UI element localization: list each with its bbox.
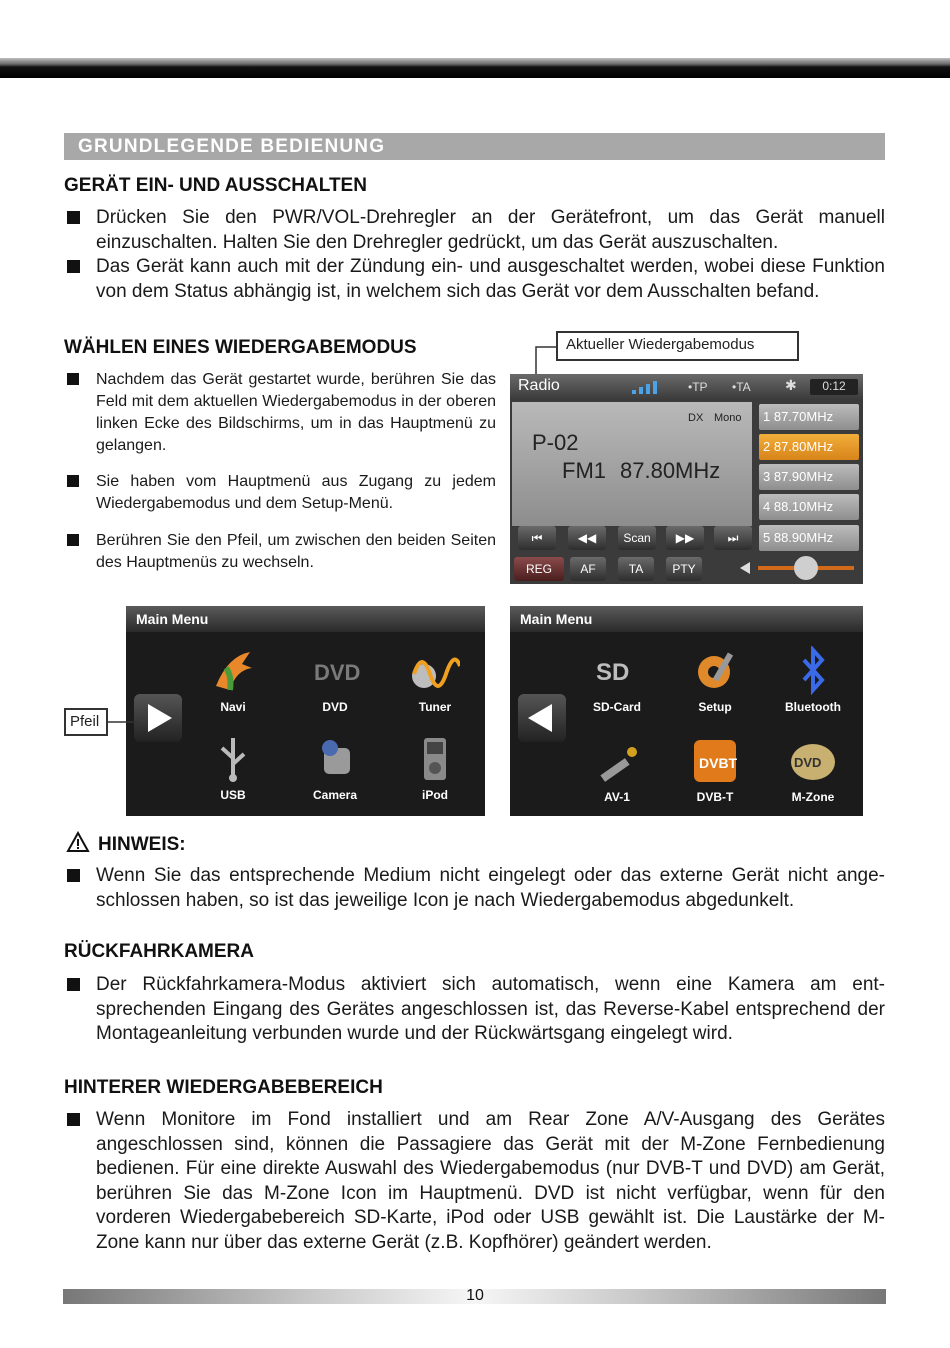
preset-name: P-02 xyxy=(532,430,579,455)
app-tuner[interactable]: Tuner xyxy=(390,642,480,732)
heading-rear-zone: HINTERER WIEDERGABEBEREICH xyxy=(64,1077,383,1098)
av-cable-icon xyxy=(592,736,642,786)
bluetooth-icon: ✱ xyxy=(785,377,797,393)
dvd-icon xyxy=(310,646,360,696)
bullet-mode-1: Nachdem das Gerät gestartet wurde, berühren Sie das Feld mit dem aktuellen Wiedergabemodus in der oberen linken Ecke des Bildschirms, um in das Hauptmenü zu gelangen. xyxy=(64,369,496,457)
section-title-bar xyxy=(64,133,885,160)
volume-slider-icon[interactable] xyxy=(736,554,860,582)
frequency-display: 87.80MHz xyxy=(620,458,721,483)
preset-button[interactable]: 4 88.10MHz xyxy=(759,494,859,520)
callout-current-mode: Aktueller Wiedergabemodus xyxy=(556,331,799,361)
app-setup[interactable]: Setup xyxy=(670,642,760,732)
bullet-square-icon xyxy=(67,869,80,882)
dvbt-icon xyxy=(690,736,740,786)
dx-label: DX xyxy=(688,412,704,424)
clock: 0:12 xyxy=(810,379,858,395)
camera-icon xyxy=(310,734,360,784)
radio-display xyxy=(512,402,752,526)
bullet-square-icon xyxy=(67,534,79,546)
callout-line-arrow xyxy=(108,718,138,728)
menu-header xyxy=(510,606,863,632)
bullet-rear-zone-1: Wenn Monitore im Fond installiert und am Rear Zone A/V-Ausgang des Gerätes angeschlossen sind, können die Passagiere das Gerät mit der M-Zone Fernbedienung bedienen. Für eine direkte Auswahl des Wiedergabemodus (nur DVB-T und DVD) am Gerät, berühren Sie das M-Zone Icon im Hauptmenü. DVD ist nicht verfügbar, wenn für den vorderen Wiedergabebereich SD-Karte, iPod oder USB gewählt ist. Die Laustärke der M-Zone kann nur über das externe Gerät (z.B. Kopfhörer) geändert werden. xyxy=(64,1108,885,1255)
bullet-square-icon xyxy=(67,978,80,991)
app-dvbt[interactable]: DVBT DVB-T xyxy=(670,732,760,816)
bullet-square-icon xyxy=(67,475,79,487)
app-ipod[interactable]: iPod xyxy=(390,730,480,816)
app-av1[interactable]: AV-1 xyxy=(572,732,662,816)
bullet-square-icon xyxy=(67,260,80,273)
section-title: GRUNDLEGENDE BEDIENUNG xyxy=(78,136,386,157)
menu-title: Main Menu xyxy=(520,611,593,627)
preset-button[interactable]: 5 88.90MHz xyxy=(759,525,859,551)
tuner-icon xyxy=(410,646,460,696)
mzone-icon xyxy=(788,736,838,786)
svg-text:DVD: DVD xyxy=(794,755,822,770)
ta-button[interactable]: TA xyxy=(618,557,654,581)
app-dvd[interactable]: DVD DVD xyxy=(290,642,380,732)
main-menu-page2 xyxy=(510,606,863,816)
sd-card-icon xyxy=(592,646,642,696)
prev-page-arrow[interactable] xyxy=(518,694,566,742)
menu-header xyxy=(126,606,485,632)
heading-reverse-camera: RÜCKFAHRKAMERA xyxy=(64,941,254,962)
mode-label[interactable]: Radio xyxy=(518,377,560,394)
main-menu-page1 xyxy=(126,606,485,816)
bullet-mode-2: Sie haben vom Hauptmenü aus Zugang zu jedem Wiedergabemodus und dem Setup-Menü. xyxy=(64,471,496,515)
heading-mode: WÄHLEN EINES WIEDERGABEMODUS xyxy=(64,337,417,358)
signal-icon xyxy=(630,379,666,395)
header-rule xyxy=(0,58,950,78)
bullet-power-2: Das Gerät kann auch mit der Zündung ein- und ausgeschaltet werden, wobei diese Funktion von dem Status abhängig ist, in welchem sich das Gerät vor dem Ausschalten befand. xyxy=(64,255,885,304)
bullet-power-1: Drücken Sie den PWR/VOL-Drehregler an der Gerätefront, um das Gerät manuell einzuschalten. Halten Sie den Drehregler gedrückt, um das Gerät auszuschalten. xyxy=(64,206,885,255)
heading-hinweis: HINWEIS: xyxy=(98,834,186,855)
app-navi[interactable]: Navi xyxy=(188,642,278,732)
usb-icon xyxy=(208,734,258,784)
ipod-icon xyxy=(410,734,460,784)
preset-button[interactable]: 1 87.70MHz xyxy=(759,404,859,430)
mono-label: Mono xyxy=(714,412,742,424)
gear-icon xyxy=(690,646,740,696)
callout-arrow: Pfeil xyxy=(64,708,108,736)
menu-title: Main Menu xyxy=(136,611,209,627)
svg-text:DVBT: DVBT xyxy=(699,755,738,771)
reg-button[interactable]: REG xyxy=(514,557,564,581)
radio-screenshot xyxy=(510,374,863,584)
bullet-mode-3: Berühren Sie den Pfeil, um zwischen den beiden Seiten des Hauptmenüs zu wechseln. xyxy=(64,530,496,574)
heading-power: GERÄT EIN- UND AUSSCHALTEN xyxy=(64,175,367,196)
pty-button[interactable]: PTY xyxy=(666,557,702,581)
skip-back-button[interactable]: ⏮ xyxy=(518,526,556,550)
ta-indicator: •TA xyxy=(732,380,751,394)
app-mzone[interactable]: DVD M-Zone xyxy=(768,732,858,816)
svg-text:SD: SD xyxy=(596,659,630,686)
app-bluetooth[interactable]: Bluetooth xyxy=(768,642,858,732)
bullet-square-icon xyxy=(67,211,80,224)
skip-forward-button[interactable]: ⏭ xyxy=(714,526,752,550)
tp-indicator: •TP xyxy=(688,380,708,394)
page-number: 10 xyxy=(466,1287,484,1304)
scan-button[interactable]: Scan xyxy=(618,526,656,550)
app-sd-card[interactable]: SD SD-Card xyxy=(572,642,662,732)
seek-back-button[interactable]: ◀◀ xyxy=(568,526,606,550)
preset-button-active[interactable]: 2 87.80MHz xyxy=(759,434,859,460)
app-usb[interactable]: USB xyxy=(188,730,278,816)
next-page-arrow[interactable] xyxy=(134,694,182,742)
preset-button[interactable]: 3 87.90MHz xyxy=(759,464,859,490)
seek-forward-button[interactable]: ▶▶ xyxy=(666,526,704,550)
warning-icon xyxy=(66,831,90,853)
bullet-square-icon xyxy=(67,1113,80,1126)
arrow-left-icon xyxy=(518,694,566,742)
bluetooth-icon xyxy=(788,646,838,696)
svg-text:DVD: DVD xyxy=(314,660,360,685)
bullet-square-icon xyxy=(67,373,79,385)
radio-status-bar xyxy=(510,374,863,400)
bullet-hinweis-1: Wenn Sie das entsprechende Medium nicht eingelegt oder das externe Gerät nicht angeschlossen haben, so ist das jeweilige Icon je nach Wiedergabemodus abgedunkelt. xyxy=(64,864,885,913)
band-label: FM1 xyxy=(562,458,606,483)
af-button[interactable]: AF xyxy=(570,557,606,581)
bullet-reverse-camera-1: Der Rückfahrkamera-Modus aktiviert sich automatisch, wenn eine Kamera am entsprechenden Eingang des Gerätes angeschlossen ist, das Reverse-Kabel entsprechend der Montageanleitung verbunden wurde und der Rückwärtsgang eingelegt wird. xyxy=(64,973,885,1047)
app-camera[interactable]: Camera xyxy=(290,730,380,816)
navi-icon xyxy=(208,646,258,696)
arrow-right-icon xyxy=(134,694,182,742)
